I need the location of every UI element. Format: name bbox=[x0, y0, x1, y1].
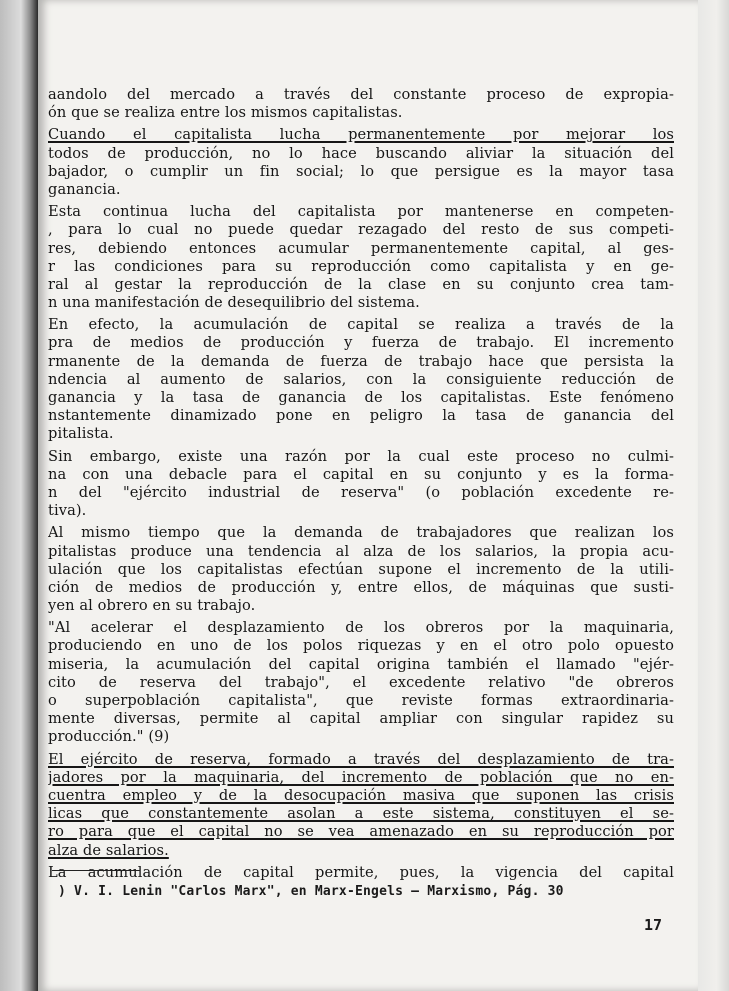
text-line: res, debiendo entonces acumular permanentemente capital, al ges- bbox=[48, 239, 674, 257]
text-line: ral al gestar la reproducción de la clase en su conjunto crea tam- bbox=[48, 275, 674, 293]
book-binding bbox=[0, 0, 38, 991]
text-line: ganancia. bbox=[48, 180, 121, 198]
text-line: cito de reserva del trabajo", el excedente relativo "de obreros bbox=[48, 673, 674, 691]
text-line: alza de salarios. bbox=[48, 841, 169, 859]
text-line: aandolo del mercado a través del constante proceso de expropia- bbox=[48, 86, 674, 103]
text-line: pra de medios de producción y fuerza de trabajo. El incremento bbox=[48, 334, 674, 352]
text-line: miseria, la acumulación del capital origina también el llamado "ejér- bbox=[48, 655, 674, 673]
text-line: Esta continua lucha del capitalista por mantenerse en competen- bbox=[48, 203, 674, 221]
text-line: jadores por la maquinaria, del incremento de población que no en- bbox=[48, 768, 674, 786]
text-line: ulación que los capitalistas efectúan supone el incremento de la utili- bbox=[48, 560, 674, 578]
text-line: El ejército de reserva, formado a través del desplazamiento de tra- bbox=[48, 750, 674, 768]
text-line: En efecto, la acumulación de capital se realiza a través de la bbox=[48, 316, 674, 334]
text-line: na con una debacle para el capital en su conjunto y es la forma- bbox=[48, 465, 674, 483]
text-line: n del "ejército industrial de reserva" (o población excedente re- bbox=[48, 483, 674, 501]
page-number: 17 bbox=[644, 916, 663, 934]
text-line: Al mismo tiempo que la demanda de trabajadores que realizan los bbox=[48, 524, 674, 542]
text-line: ro para que el capital no se vea amenazado en su reproducción por bbox=[48, 823, 674, 841]
text-line: o superpoblación capitalista", que reviste formas extraordinaria- bbox=[48, 692, 674, 709]
text-line: rmanente de la demanda de fuerza de trabajo hace que persista la bbox=[48, 352, 674, 370]
text-line: pitalistas produce una tendencia al alza de los salarios, la propia acu- bbox=[48, 542, 674, 560]
text-line: bajador, o cumplir un fin social; lo que persigue es la mayor tasa bbox=[48, 162, 674, 180]
book-page bbox=[38, 0, 698, 991]
text-line: cuentra empleo y de la desocupación masiva que suponen las crisis bbox=[48, 786, 674, 804]
text-line: producción." (9) bbox=[48, 728, 170, 746]
footnote-rule bbox=[52, 870, 140, 871]
text-line: mente diversas, permite al capital ampliar con singular rapidez su bbox=[48, 710, 674, 728]
footnote: ) V. I. Lenin "Carlos Marx", en Marx-Engels — Marxismo, Pág. 30 bbox=[58, 884, 564, 899]
text-line: Cuando el capitalista lucha permanentemente por mejorar los bbox=[48, 126, 674, 144]
body-text bbox=[48, 86, 674, 882]
text-line: licas que constantemente asolan a este sistema, constituyen el se- bbox=[48, 805, 674, 823]
text-line: n una manifestación de desequilibrio del sistema. bbox=[48, 294, 420, 312]
facing-page-edge bbox=[698, 0, 729, 991]
text-line: tiva). bbox=[48, 502, 87, 520]
text-line: , para lo cual no puede quedar rezagado del resto de sus competi- bbox=[48, 221, 674, 239]
text-line: pitalista. bbox=[48, 425, 114, 443]
text-line: ón que se realiza entre los mismos capitalistas. bbox=[48, 104, 403, 122]
text-line: yen al obrero en su trabajo. bbox=[48, 597, 256, 615]
text-line: r las condiciones para su reproducción como capitalista y en ge- bbox=[48, 257, 674, 275]
text-line: "Al acelerar el desplazamiento de los obreros por la maquinaria, bbox=[48, 619, 674, 637]
text-line: produciendo en uno de los polos riquezas y en el otro polo opuesto bbox=[48, 637, 674, 655]
text-line: ganancia y la tasa de ganancia de los capitalistas. Este fenómeno bbox=[48, 389, 674, 406]
text-line: ndencia al aumento de salarios, con la consiguiente reducción de bbox=[48, 370, 674, 388]
text-line: Sin embargo, existe una razón por la cual este proceso no culmi- bbox=[48, 447, 674, 465]
text-line: ción de medios de producción y, entre ellos, de máquinas que susti- bbox=[48, 578, 674, 596]
text-line: todos de producción, no lo hace buscando aliviar la situación del bbox=[48, 144, 674, 162]
text-line: nstantemente dinamizado pone en peligro la tasa de ganancia del bbox=[48, 407, 674, 425]
text-line: La acumulación de capital permite, pues, la vigencia del capital bbox=[48, 863, 674, 881]
